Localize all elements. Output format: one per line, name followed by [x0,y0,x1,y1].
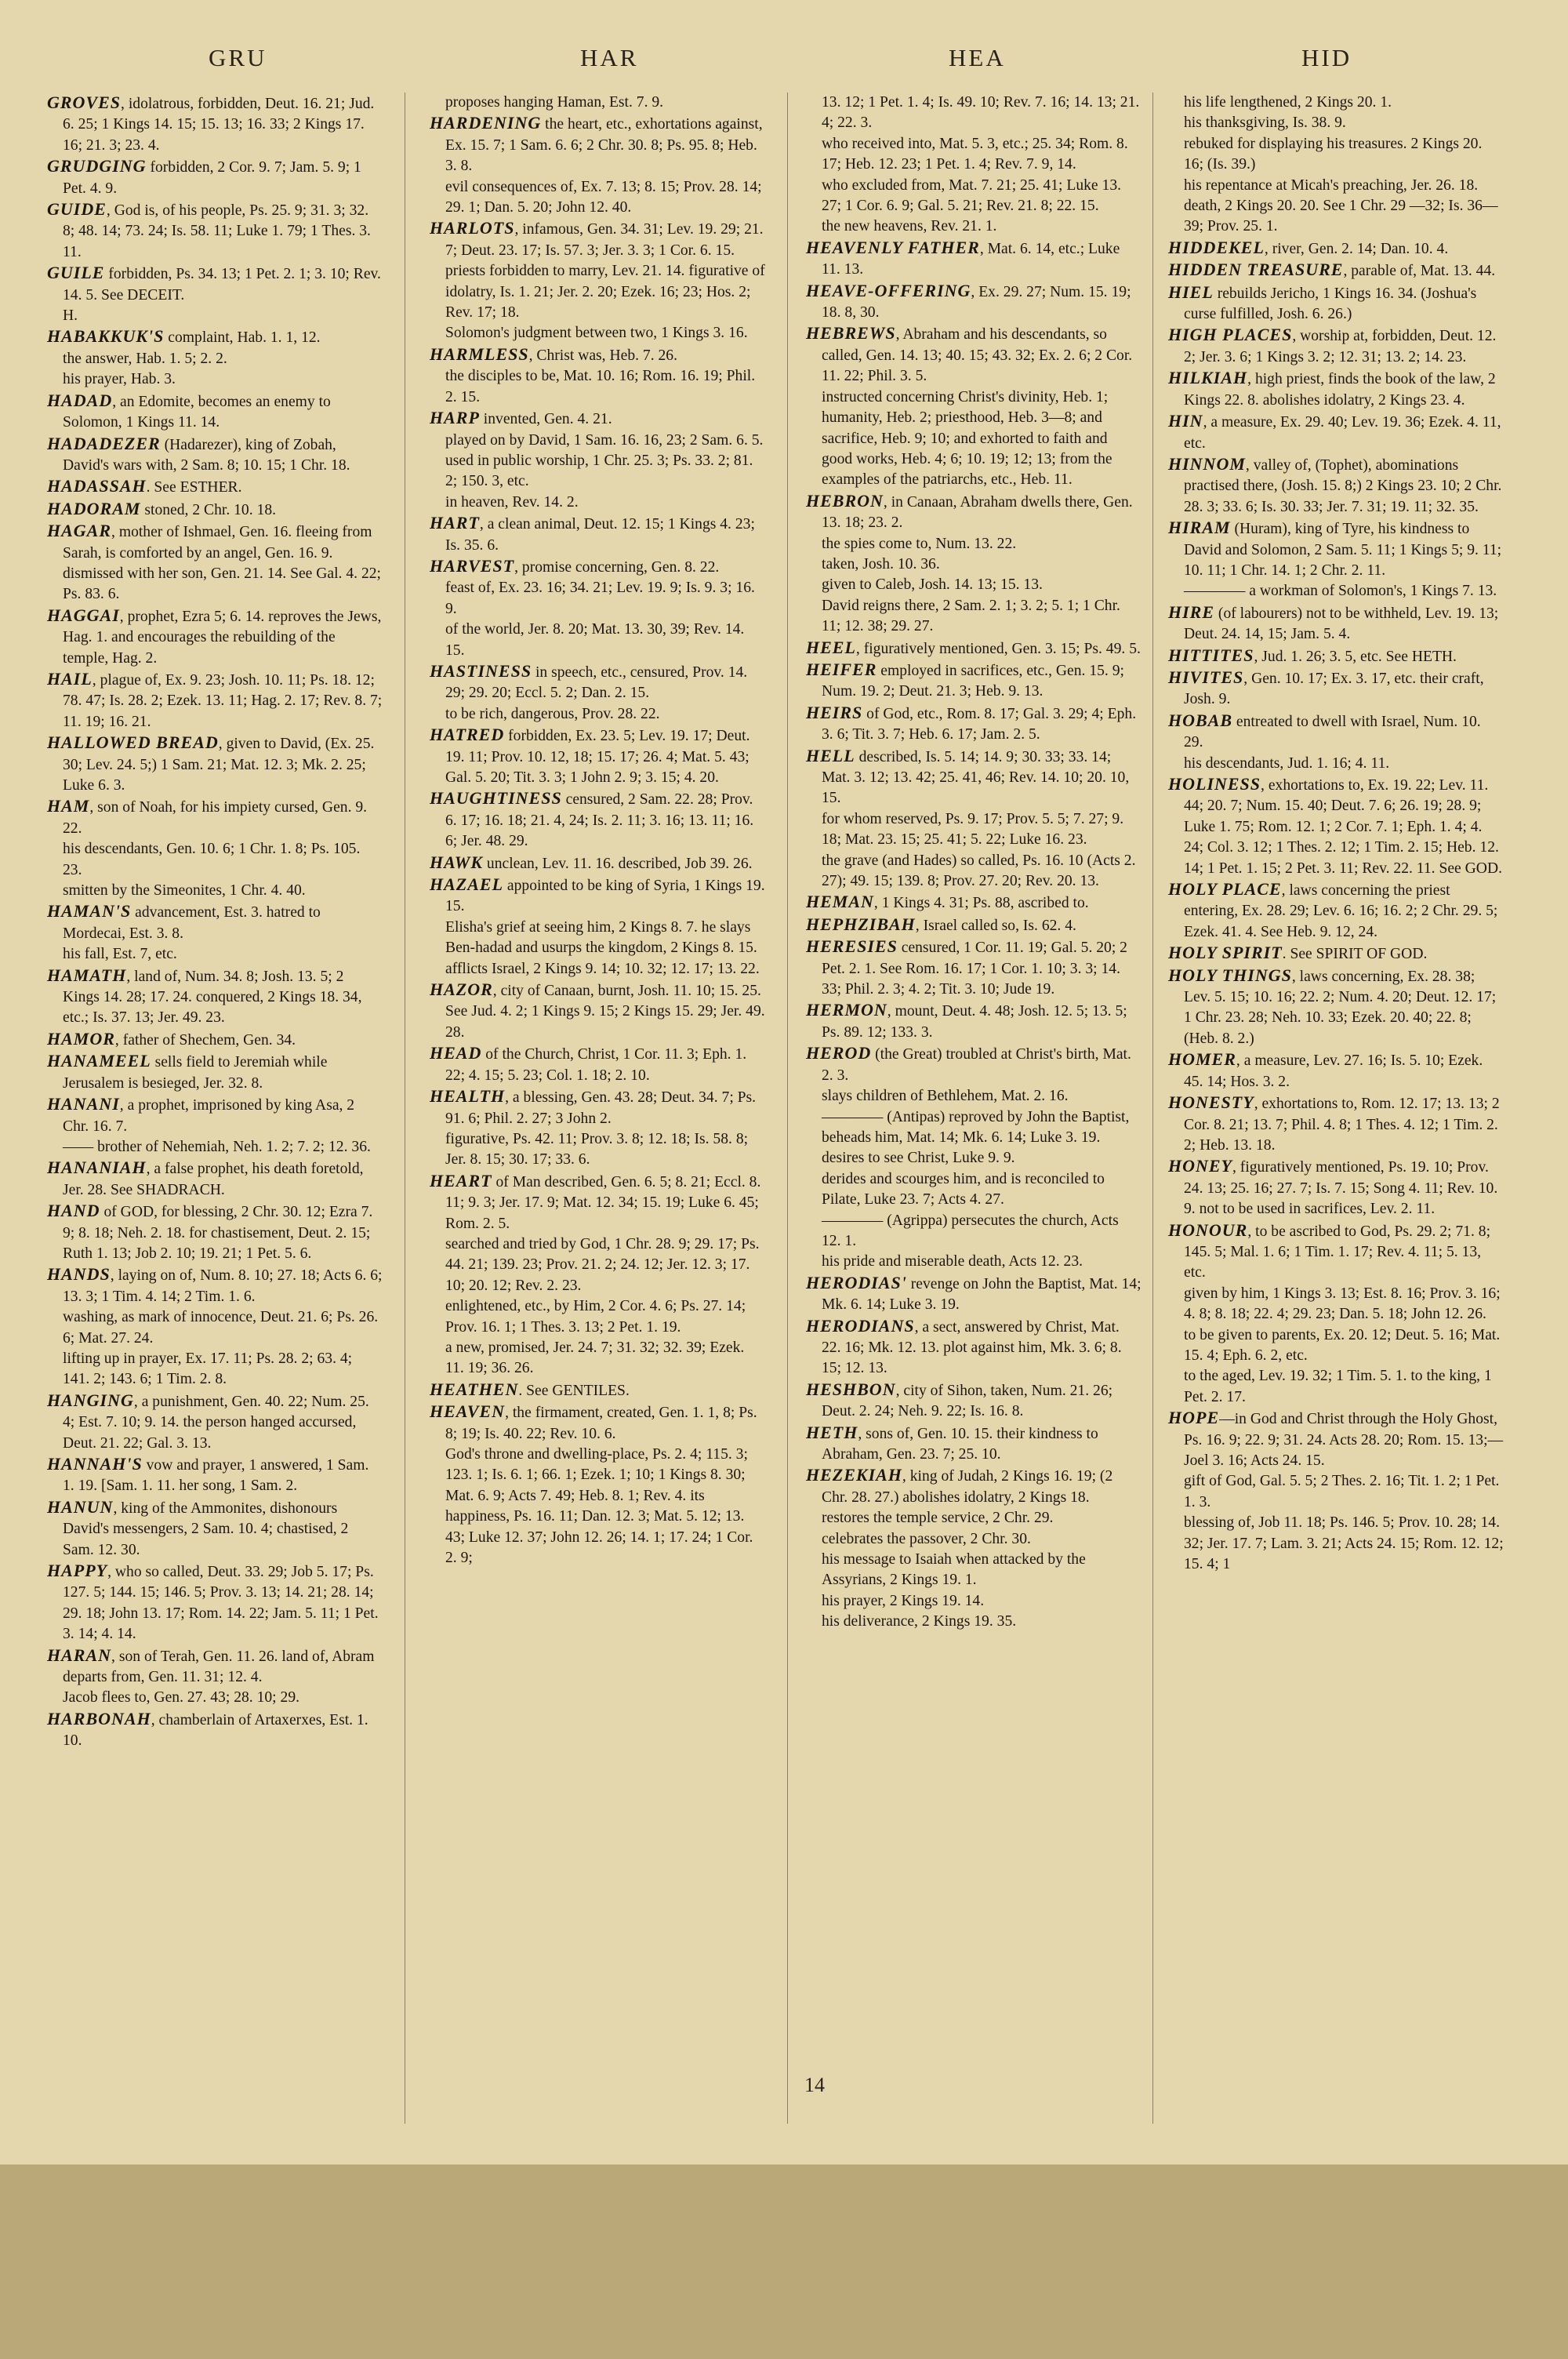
guide-word-hea: HEA [949,44,1006,71]
headword: HERODIANS [806,1315,915,1336]
column-1 [47,93,383,1752]
headword: HAPPY [47,1561,108,1581]
entry-2-29: HEART of Man described, Gen. 6. 5; 8. 21; Eccl. 8. 11; 9. 3; Jer. 17. 9; Mat. 12. 34; 15. 19; Luke 6. 45; Rom. 2. 5. [430,1170,761,1232]
headword: GUILE [47,263,105,283]
headword: HILKIAH [1168,368,1248,388]
entry-4-22: HOLY SPIRIT. See SPIRIT OF GOD. [1168,943,1428,963]
entry-3-11: taken, Josh. 10. 36. [822,555,940,572]
headword: HOBAB [1168,710,1233,730]
entry-1-4: GUILE forbidden, Ps. 34. 13; 1 Pet. 2. 1; 3. 10; Rev. 14. 5. See DECEIT. [47,263,381,304]
headword: HEAD [430,1043,482,1063]
entry-4-31: HOPE—in God and Christ through the Holy Ghost, Ps. 16. 9; 22. 9; 31. 24. Acts 28. 20; Rom. 15. 13;—Joel 3. 16; Acts 24. 15. [1168,1408,1504,1469]
entry-2-1: proposes hanging Haman, Est. 7. 9. [445,94,664,111]
entry-1-31: washing, as mark of innocence, Deut. 21. 6; Ps. 26. 6; Mat. 27. 24. [63,1309,379,1347]
headword: HOLY SPIRIT [1168,943,1283,963]
entry-1-29: HAND of GOD, for blessing, 2 Chr. 30. 12; Ezra 7. 9; 8. 18; Neh. 2. 18. for chastisement, Deut. 2. 15; Ruth 1. 13; Job 2. 10; 19. 21; 1 Pet. 5. 6. [47,1201,373,1262]
entry-2-15: feast of, Ex. 23. 16; 34. 21; Lev. 19. 9; Is. 9. 3; 16. 9. [445,580,755,617]
entry-4-15: HIRE (of labourers) not to be withheld, Lev. 19. 13; Deut. 24. 14, 15; Jam. 5. 4. [1168,602,1499,643]
entry-3-24: HEROD (the Great) troubled at Christ's birth, Mat. 2. 3. [806,1043,1131,1084]
headword: HESHBON [806,1379,896,1399]
entry-2-14: HARVEST, promise concerning, Gen. 8. 22. [430,555,720,576]
headword: HEAVEN [430,1401,506,1422]
entry-3-25: slays children of Bethlehem, Mat. 2. 16. [822,1088,1069,1105]
entry-4-29: to be given to parents, Ex. 20. 12; Deut. 5. 16; Mat. 15. 4; Eph. 6. 2, etc. [1184,1326,1501,1364]
headword: HEALTH [430,1086,506,1107]
entry-3-27: desires to see Christ, Luke 9. 9. [822,1150,1015,1167]
entry-4-9: HIGH PLACES, worship at, forbidden, Deut. 12. 2; Jer. 3. 6; 1 Kings 3. 2; 12. 31; 13. 2; 14. 23. [1168,325,1497,365]
entry-3-4: the new heavens, Rev. 21. 1. [822,218,997,235]
headword: HETH [806,1422,858,1442]
entry-2-30: searched and tried by God, 1 Chr. 28. 9; 29. 17; Ps. 44. 21; 139. 23; Prov. 21. 2; 24. 12; Jer. 12. 3; 17. 10; 20. 12; Rev. 2. 23. [445,1235,760,1294]
entry-4-14: ———— a workman of Solomon's, 1 Kings 7. 13. [1184,583,1497,600]
entry-3-2: who received into, Mat. 5. 3, etc.; 25. 34; Rom. 8. 17; Heb. 12. 23; 1 Pet. 1. 4; Rev. 7. 9, 14. [822,135,1128,173]
headword: GROVES [47,93,122,112]
headword: HIDDEN TREASURE [1168,260,1344,280]
column-divider [1152,93,1153,2124]
entry-3-39: his prayer, 2 Kings 19. 14. [822,1592,985,1609]
entry-1-23: HAMATH, land of, Num. 34. 8; Josh. 13. 5; 2 Kings 14. 28; 17. 24. conquered, 2 Kings 18. 34, etc.; Is. 37. 13; Jer. 49. 23. [47,965,362,1027]
entry-4-7: HIDDEN TREASURE, parable of, Mat. 13. 44. [1168,260,1496,280]
headword: HIEL [1168,282,1214,302]
guide-word-har: HAR [580,44,639,71]
headword: HEAVE-OFFERING [806,280,971,300]
headword: HALLOWED BREAD [47,732,219,753]
headword: HELL [806,745,855,765]
entry-4-33: blessing of, Job 11. 18; Ps. 146. 5; Prov. 10. 28; 14. 32; Jer. 17. 7; Lam. 3. 21; Acts 24. 15; Rom. 12. 12; 15. 4; 1 [1184,1514,1504,1573]
entry-4-12: HINNOM, valley of, (Tophet), abominations practised there, (Josh. 15. 8;) 2 Kings 23. 10; 2 Chr. 28. 3; 33. 6; Is. 30. 33; Jer. 7. 31; 19. 11; 32. 35. [1168,453,1502,515]
entry-3-18: for whom reserved, Ps. 9. 17; Prov. 5. 5; 7. 27; 9. 18; Mat. 23. 15; 25. 41; 5. 22; Luke 16. 23. [822,810,1124,849]
headword: GRUDGING [47,156,147,176]
entry-1-28: HANANIAH, a false prophet, his death foretold, Jer. 28. See SHADRACH. [47,1158,364,1198]
entry-1-9: HADAD, an Edomite, becomes an enemy to Solomon, 1 Kings 11. 14. [47,390,331,431]
entry-1-25: HANAMEEL sells field to Jeremiah while Jerusalem is besieged, Jer. 32. 8. [47,1051,328,1092]
entry-3-31: HERODIAS' revenge on John the Baptist, Mat. 14; Mk. 6. 14; Luke 3. 19. [806,1272,1142,1314]
entry-1-30: HANDS, laying on of, Num. 8. 10; 27. 18; Acts 6. 6; 13. 3; 1 Tim. 4. 14; 2 Tim. 1. 6. [47,1264,383,1305]
entry-3-22: HERESIES censured, 1 Cor. 11. 19; Gal. 5. 20; 2 Pet. 2. 1. See Rom. 16. 17; 1 Cor. 1. 10; 3. 3; 14. 33; Phil. 2. 3; 4. 2; Tit. 3. 10; Jude 19. [806,936,1127,998]
entry-1-8: his prayer, Hab. 3. [63,371,176,388]
entry-2-28: figurative, Ps. 42. 11; Prov. 3. 8; 12. 18; Is. 58. 8; Jer. 8. 15; 30. 17; 33. 6. [445,1130,749,1169]
entry-4-16: HITTITES, Jud. 1. 26; 3. 5, etc. See HETH. [1168,645,1457,665]
headword: HANANI [47,1094,120,1114]
headword: HEIFER [806,659,877,679]
headword: HAGAR [47,521,112,541]
entry-3-19: the grave (and Hades) so called, Ps. 16. 10 (Acts 2. 27); 49. 15; 139. 8; Prov. 27. 20; Rev. 20. 13. [822,852,1136,890]
headword: HARVEST [430,555,515,576]
entry-4-27: HONOUR, to be ascribed to God, Ps. 29. 2; 71. 8; 145. 5; Mal. 1. 6; 1 Tim. 1. 17; Rev. 4. 11; 5. 13, etc. [1168,1219,1491,1281]
entry-4-28: given by him, 1 Kings 3. 13; Est. 8. 16; Prov. 3. 16; 4. 8; 8. 18; 22. 4; 29. 23; Dan. 5. 18; John 12. 26. [1184,1285,1501,1323]
entry-2-24: afflicts Israel, 2 Kings 9. 14; 10. 32; 12. 17; 13. 22. [445,960,760,977]
entry-1-13: HAGAR, mother of Ishmael, Gen. 16. fleeing from Sarah, is comforted by an angel, Gen. 16. 9. [47,521,372,562]
entry-2-8: the disciples to be, Mat. 10. 16; Rom. 16. 19; Phil. 2. 15. [445,368,756,405]
entry-3-7: HEBREWS, Abraham and his descendants, so called, Gen. 14. 13; 40. 15; 43. 32; Ex. 2. 6; 2 Cor. 11. 22; Phil. 3. 5. [806,323,1133,385]
entry-2-7: HARMLESS, Christ was, Heb. 7. 26. [430,343,678,364]
headword: HERMON [806,1000,887,1020]
entry-3-1: 13. 12; 1 Pet. 1. 4; Is. 49. 10; Rev. 7. 16; 14. 13; 21. 4; 22. 3. [822,94,1140,132]
entry-4-30: to the aged, Lev. 19. 32; 1 Tim. 5. 1. to the king, 1 Pet. 2. 17. [1184,1368,1492,1405]
entry-3-33: HESHBON, city of Sihon, taken, Num. 21. 26; Deut. 2. 24; Neh. 9. 22; Is. 16. 8. [806,1379,1113,1420]
headword: HIDDEKEL [1168,237,1265,257]
headword: HANAMEEL [47,1051,151,1071]
entry-1-19: his descendants, Gen. 10. 6; 1 Chr. 1. 8; Ps. 105. 23. [63,841,361,878]
headword: HADASSAH [47,476,147,496]
headword: HERESIES [806,936,898,957]
entry-1-14: dismissed with her son, Gen. 21. 14. See Gal. 4. 22; Ps. 83. 6. [63,565,381,603]
headword: HAZAEL [430,874,504,895]
entry-1-7: the answer, Hab. 1. 5; 2. 2. [63,350,227,367]
entry-4-19: his descendants, Jud. 1. 16; 4. 11. [1184,754,1390,772]
entry-1-5: H. [63,307,78,325]
entry-4-10: HILKIAH, high priest, finds the book of the law, 2 Kings 22. 8. abolishes idolatry, 2 Kings 23. 4. [1168,368,1496,409]
entry-2-18: to be rich, dangerous, Prov. 28. 22. [445,705,660,722]
headword: HANUN [47,1496,114,1517]
headword: GUIDE [47,199,107,220]
entry-4-32: gift of God, Gal. 5. 5; 2 Thes. 2. 16; Tit. 1. 2; 1 Pet. 1. 3. [1184,1473,1500,1510]
entry-2-34: HEAVEN, the firmament, created, Gen. 1. 1, 8; Ps. 8; 19; Is. 40. 22; Rev. 10. 6. [430,1401,757,1442]
entry-2-17: HASTINESS in speech, etc., censured, Prov. 14. 29; 29. 20; Eccl. 5. 2; Dan. 2. 15. [430,660,748,702]
entry-2-31: enlightened, etc., by Him, 2 Cor. 4. 6; Ps. 27. 14; Prov. 16. 1; 1 Thes. 3. 13; 2 Pet. 1. 19. [445,1298,746,1336]
entry-2-5: priests forbidden to marry, Lev. 21. 14. figurative of idolatry, Is. 1. 21; Jer. 2. 20; Ezek. 16; 23; Hos. 2; Rev. 17; 18. [445,263,765,322]
entry-1-16: HAIL, plague of, Ex. 9. 23; Josh. 10. 11; Ps. 18. 12; 78. 47; Is. 28. 2; Ezek. 13. 11; Hag. 2. 17; Rev. 8. 7; 11. 19; 16. 21. [47,668,383,730]
entry-2-33: HEATHEN. See GENTILES. [430,1379,630,1399]
guide-word-hid: HID [1301,44,1352,71]
headword: HEROD [806,1043,872,1063]
entry-1-33: HANGING, a punishment, Gen. 40. 22; Num. 25. 4; Est. 7. 10; 9. 14. the person hanged accursed, Deut. 21. 22; Gal. 3. 13. [47,1390,369,1452]
headword: HOLY PLACE [1168,879,1282,900]
entry-3-29: ———— (Agrippa) persecutes the church, Acts 12. 1. [822,1212,1119,1249]
entry-3-36: restores the temple service, 2 Chr. 29. [822,1510,1054,1527]
entry-2-11: used in public worship, 1 Chr. 25. 3; Ps. 33. 2; 81. 2; 150. 3, etc. [445,452,753,490]
page-edge-shadow [0,2165,1568,2359]
entry-4-8: HIEL rebuilds Jericho, 1 Kings 16. 34. (Joshua's curse fulfilled, Josh. 6. 26.) [1168,282,1477,323]
headword: HANDS [47,1264,111,1285]
entry-3-6: HEAVE-OFFERING, Ex. 29. 27; Num. 15. 19; 18. 8, 30. [806,280,1131,322]
entry-4-6: HIDDEKEL, river, Gen. 2. 14; Dan. 10. 4. [1168,237,1449,257]
entry-3-13: David reigns there, 2 Sam. 2. 1; 3. 2; 5. 1; 1 Chr. 11; 12. 38; 29. 27. [822,597,1120,635]
headword: HOPE [1168,1408,1220,1428]
entry-4-3: rebuked for displaying his treasures. 2 Kings 20. 16; (Is. 39.) [1184,135,1483,173]
entry-4-5: death, 2 Kings 20. 20. See 1 Chr. 29 —32; Is. 36—39; Prov. 25. 1. [1184,198,1498,235]
headword: HABAKKUK'S [47,326,165,347]
entry-3-32: HERODIANS, a sect, answered by Christ, Mat. 22. 16; Mk. 12. 13. plot against him, Mk. 3. 6; 8. 15; 12. 13. [806,1315,1122,1377]
headword: HEIRS [806,702,863,722]
headword: HARAN [47,1645,112,1665]
headword: HEZEKIAH [806,1465,902,1485]
headword: HAGGAI [47,605,120,625]
entry-4-18: HOBAB entreated to dwell with Israel, Num. 10. 29. [1168,710,1481,751]
column-divider [787,93,788,2124]
entry-1-22: his fall, Est. 7, etc. [63,946,177,963]
entry-3-10: the spies come to, Num. 13. 22. [822,535,1017,552]
entry-1-38: Jacob flees to, Gen. 27. 43; 28. 10; 29. [63,1689,300,1707]
headword: HITTITES [1168,645,1254,665]
headword: HARBONAH [47,1708,151,1728]
headword: HADORAM [47,498,141,518]
entry-2-27: HEALTH, a blessing, Gen. 43. 28; Deut. 34. 7; Ps. 91. 6; Phil. 2. 27; 3 John 2. [430,1086,757,1127]
entry-1-2: GRUDGING forbidden, 2 Cor. 9. 7; Jam. 5. 9; 1 Pet. 4. 9. [47,156,361,197]
entry-1-26: HANANI, a prophet, imprisoned by king Asa, 2 Chr. 16. 7. [47,1094,355,1135]
headword: HEAVENLY FATHER [806,237,980,257]
entry-3-21: HEPHZIBAH, Israel called so, Is. 62. 4. [806,914,1076,934]
headword: HAMAN'S [47,901,132,921]
entry-3-28: derides and scourges him, and is reconciled to Pilate, Luke 23. 7; Acts 4. 27. [822,1170,1105,1209]
entry-2-19: HATRED forbidden, Ex. 23. 5; Lev. 19. 17; Deut. 19. 11; Prov. 10. 12, 18; 15. 17; 26. 4; Mat. 5. 43; Gal. 5. 20; Tit. 3. 3; 1 John 2. 9; 3. 15; 4. 20. [430,725,750,786]
headword: HONEY [1168,1156,1232,1176]
headword: HAMATH [47,965,127,985]
entry-3-40: his deliverance, 2 Kings 19. 35. [822,1613,1017,1630]
entry-1-10: HADADEZER (Hadarezer), king of Zobah, David's wars with, 2 Sam. 8; 10. 15; 1 Chr. 18. [47,433,350,474]
entry-4-24: HOMER, a measure, Lev. 27. 16; Is. 5. 10; Ezek. 45. 14; Hos. 3. 2. [1168,1049,1483,1090]
headword: HARP [430,408,480,428]
headword: HIRAM [1168,518,1231,538]
entry-3-12: given to Caleb, Josh. 14. 13; 15. 13. [822,576,1043,594]
headword: HAND [47,1201,100,1221]
headword: HIRE [1168,602,1215,622]
headword: HARMLESS [430,343,529,364]
headword: HATRED [430,725,505,745]
entry-2-25: HAZOR, city of Canaan, burnt, Josh. 11. 10; 15. 25. See Jud. 4. 2; 1 Kings 9. 15; 2 Kings 15. 29; Jer. 49. 28. [430,980,765,1041]
entry-2-10: played on by David, 1 Sam. 16. 16, 23; 2 Sam. 6. 5. [445,431,764,449]
entry-1-37: HARAN, son of Terah, Gen. 11. 26. land of, Abram departs from, Gen. 11. 31; 12. 4. [47,1645,375,1686]
headword: HAM [47,796,90,816]
headword: HINNOM [1168,453,1246,474]
headword: HART [430,513,480,533]
headword: HASTINESS [430,660,532,681]
entry-3-30: his pride and miserable death, Acts 12. 23. [822,1253,1083,1270]
entry-3-38: his message to Isaiah when attacked by the Assyrians, 2 Kings 19. 1. [822,1551,1086,1589]
entry-2-3: evil consequences of, Ex. 7. 13; 8. 15; Prov. 28. 14; 29. 1; Dan. 5. 20; John 12. 40. [445,178,762,216]
headword: HAZOR [430,980,493,1000]
headword: HARDENING [430,113,542,133]
entry-2-20: HAUGHTINESS censured, 2 Sam. 22. 28; Prov. 6. 17; 16. 18; 21. 4, 24; Is. 2. 11; 3. 16; 13. 11; 16. 6; Jer. 48. 29. [430,788,754,850]
entry-2-22: HAZAEL appointed to be king of Syria, 1 Kings 19. 15. [430,874,765,915]
entry-4-13: HIRAM (Huram), king of Tyre, his kindness to David and Solomon, 2 Sam. 5. 11; 1 Kings 5; 9. 11; 10. 11; 1 Chr. 14. 1; 2 Chr. 2. 11. [1168,518,1502,579]
entry-2-23: Elisha's grief at seeing him, 2 Kings 8. 7. he slays Ben-hadad and usurps the kingdom, 2 Kings 8. 15. [445,918,757,957]
headword: HEMAN [806,892,874,912]
entry-2-12: in heaven, Rev. 14. 2. [445,493,579,511]
column-4 [1168,93,1504,1575]
entry-2-4: HARLOTS, infamous, Gen. 34. 31; Lev. 19. 29; 21. 7; Deut. 23. 17; Is. 57. 3; Jer. 3. 3; 1 Cor. 6. 15. [430,218,764,259]
entry-1-21: HAMAN'S advancement, Est. 3. hatred to Mordecai, Est. 3. 8. [47,901,321,942]
entry-4-20: HOLINESS, exhortations to, Ex. 19. 22; Lev. 11. 44; 20. 7; Num. 15. 40; Deut. 7. 6; 26. 19; 28. 9; Luke 1. 75; Rom. 12. 1; 2 Cor. 7. 1; Eph. 1. 4; 4. 24; Col. 3. 12; 1 Thes. 2. 12; 1 Tim. 2. 15; Heb. 12. 14; 1 Pet. 1. 15; 2 Pet. 3. 11; Rev. 22. 11. See GOD. [1168,774,1503,877]
entry-4-21: HOLY PLACE, laws concerning the priest entering, Ex. 28. 29; Lev. 6. 16; 16. 2; 2 Chr. 29. 5; Ezek. 41. 4. See Heb. 9. 12, 24. [1168,879,1498,940]
entry-1-11: HADASSAH. See ESTHER. [47,476,242,496]
entry-1-35: HANUN, king of the Ammonites, dishonours David's messengers, 2 Sam. 10. 4; chastised, 2 Sam. 12. 30. [47,1496,349,1558]
column-2 [430,93,765,1568]
headword: HIN [1168,411,1203,431]
entry-2-21: HAWK unclean, Lev. 11. 16. described, Job 39. 26. [430,852,753,872]
headword: HADADEZER [47,433,161,453]
entry-1-24: HAMOR, father of Shechem, Gen. 34. [47,1028,296,1049]
entry-2-6: Solomon's judgment between two, 1 Kings 3. 16. [445,325,748,342]
entry-4-2: his thanksgiving, Is. 38. 9. [1184,114,1346,132]
entry-1-32: lifting up in prayer, Ex. 17. 11; Ps. 28. 2; 63. 4; 141. 2; 143. 6; 1 Tim. 2. 8. [63,1350,353,1388]
headword: HAMOR [47,1028,115,1049]
entry-1-39: HARBONAH, chamberlain of Artaxerxes, Est. 1. 10. [47,1708,368,1750]
entry-3-14: HEEL, figuratively mentioned, Gen. 3. 15; Ps. 49. 5. [806,637,1141,657]
entry-4-26: HONEY, figuratively mentioned, Ps. 19. 10; Prov. 24. 13; 25. 16; 27. 7; Is. 7. 15; Song 4. 11; Rev. 10. 9. not to be used in sacrifices, Lev. 2. 11. [1168,1156,1498,1218]
headword: HAWK [430,852,484,872]
entry-1-15: HAGGAI, prophet, Ezra 5; 6. 14. reproves the Jews, Hag. 1. and encourages the rebuilding of the temple, Hag. 2. [47,605,382,667]
headword: HANNAH'S [47,1454,143,1474]
entry-3-23: HERMON, mount, Deut. 4. 48; Josh. 12. 5; 13. 5; Ps. 89. 12; 133. 3. [806,1000,1127,1041]
headword: HEPHZIBAH [806,914,916,934]
entry-4-23: HOLY THINGS, laws concerning, Ex. 28. 38; Lev. 5. 15; 10. 16; 22. 2; Num. 4. 20; Deut. 12. 17; 1 Chr. 23. 28; Neh. 10. 33; Ezek. 20. 40; 22. 8; (Heb. 8. 2.) [1168,965,1497,1047]
entry-1-27: —— brother of Nehemiah, Neh. 1. 2; 7. 2; 12. 36. [63,1138,371,1155]
headword: HARLOTS [430,218,515,238]
entry-3-15: HEIFER employed in sacrifices, etc., Gen. 15. 9; Num. 19. 2; Deut. 21. 3; Heb. 9. 13. [806,659,1124,700]
page-number: 14 [804,2074,825,2096]
entry-3-37: celebrates the passover, 2 Chr. 30. [822,1530,1031,1547]
entry-3-17: HELL described, Is. 5. 14; 14. 9; 30. 33; 33. 14; Mat. 3. 12; 13. 42; 25. 41, 46; Rev. 14. 10; 20. 10, 15. [806,745,1130,807]
entry-4-1: his life lengthened, 2 Kings 20. 1. [1184,94,1392,111]
headword: HADAD [47,390,113,410]
headword: HOLINESS [1168,774,1261,794]
entry-1-20: smitten by the Simeonites, 1 Chr. 4. 40. [63,882,306,900]
entry-1-1: GROVES, idolatrous, forbidden, Deut. 16. 21; Jud. 6. 25; 1 Kings 14. 15; 15. 13; 16. 33; 2 Kings 17. 16; 21. 3; 23. 4. [47,93,375,154]
entry-2-16: of the world, Jer. 8. 20; Mat. 13. 30, 39; Rev. 14. 15. [445,621,745,659]
entry-3-9: HEBRON, in Canaan, Abraham dwells there, Gen. 13. 18; 23. 2. [806,490,1133,532]
headword: HEBREWS [806,323,896,343]
headword: HEATHEN [430,1379,519,1399]
column-3 [806,93,1142,1633]
headword: HAIL [47,668,93,689]
entry-1-17: HALLOWED BREAD, given to David, (Ex. 25. 30; Lev. 24. 5;) 1 Sam. 21; Mat. 12. 3; Mk. 2. 25; Luke 6. 3. [47,732,375,794]
headword: HOMER [1168,1049,1236,1070]
entry-1-34: HANNAH'S vow and prayer, 1 answered, 1 Sam. 1. 19. [Sam. 1. 11. her song, 1 Sam. 2. [47,1454,369,1495]
headword: HONESTY [1168,1092,1254,1113]
entry-3-3: who excluded from, Mat. 7. 21; 25. 41; Luke 13. 27; 1 Cor. 6. 9; Gal. 5. 21; Rev. 21. 8; 22. 15. [822,176,1122,215]
entry-3-5: HEAVENLY FATHER, Mat. 6. 14, etc.; Luke 11. 13. [806,237,1120,278]
entry-4-11: HIN, a measure, Ex. 29. 40; Lev. 19. 36; Ezek. 4. 11, etc. [1168,411,1501,452]
guide-word-gru: GRU [209,44,267,71]
headword: HIVITES [1168,667,1244,687]
entry-4-25: HONESTY, exhortations to, Rom. 12. 17; 13. 13; 2 Cor. 8. 21; 13. 7; Phil. 4. 8; 1 Thes. 4. 12; 1 Tim. 2. 2; Heb. 13. 18. [1168,1092,1500,1154]
entry-2-13: HART, a clean animal, Deut. 12. 15; 1 Kings 4. 23; Is. 35. 6. [430,513,755,554]
headword: HEEL [806,637,856,657]
entry-2-32: a new, promised, Jer. 24. 7; 31. 32; 32. 39; Ezek. 11. 19; 36. 26. [445,1339,745,1377]
entry-3-34: HETH, sons of, Gen. 10. 15. their kindness to Abraham, Gen. 23. 7; 25. 10. [806,1422,1098,1463]
entry-2-9: HARP invented, Gen. 4. 21. [430,408,612,428]
headword: HOLY THINGS [1168,965,1292,985]
entry-3-8: instructed concerning Christ's divinity, Heb. 1; humanity, Heb. 2; priesthood, Heb. 3—8; and sacrifice, Heb. 9; 10; and exhorted to faith and good works, Heb. 4; 6; 10. 19; 12; 13; from the examples of the patriarchs, etc., Heb. 11. [822,388,1112,489]
entry-4-4: his repentance at Micah's preaching, Jer. 26. 18. [1184,176,1479,194]
headword: HEBRON [806,490,884,511]
entry-1-12: HADORAM stoned, 2 Chr. 10. 18. [47,498,277,518]
entry-3-35: HEZEKIAH, king of Judah, 2 Kings 16. 19; (2 Chr. 28. 27.) abolishes idolatry, 2 Kings 18. [806,1465,1113,1506]
entry-1-3: GUIDE, God is, of his people, Ps. 25. 9; 31. 3; 32. 8; 48. 14; 73. 24; Is. 58. 11; Luke 1. 79; 1 Thes. 3. 11. [47,199,371,260]
headword: HEART [430,1170,492,1190]
headword: HANANIAH [47,1158,147,1178]
entry-1-36: HAPPY, who so called, Deut. 33. 29; Job 5. 17; Ps. 127. 5; 144. 15; 146. 5; Prov. 3. 13; 14. 21; 28. 14; 29. 18; John 13. 17; Rom. 14. 22; Jam. 5. 11; 1 Pet. 3. 14; 4. 14. [47,1561,379,1643]
entry-2-35: God's throne and dwelling-place, Ps. 2. 4; 115. 3; 123. 1; Is. 6. 1; 66. 1; Ezek. 1; 10; 1 Kings 8. 30; Mat. 6. 9; Acts 7. 49; Heb. 8. 1; Rev. 4. its happiness, Ps. 16. 11; Dan. 12. 3; Mat. 5. 12; 13. 43; Luke 12. 37; John 12. 26; 14. 1; 17. 24; 1 Cor. 2. 9; [445,1446,753,1567]
entry-3-16: HEIRS of God, etc., Rom. 8. 17; Gal. 3. 29; 4; Eph. 3. 6; Tit. 3. 7; Heb. 6. 17; Jam. 2. 5. [806,702,1137,743]
headword: HIGH PLACES [1168,325,1293,345]
headword: HANGING [47,1390,134,1410]
entry-2-2: HARDENING the heart, etc., exhortations against, Ex. 15. 7; 1 Sam. 6. 6; 2 Chr. 30. 8; Ps. 95. 8; Heb. 3. 8. [430,113,763,175]
entry-4-17: HIVITES, Gen. 10. 17; Ex. 3. 17, etc. their craft, Josh. 9. [1168,667,1484,708]
headword: HONOUR [1168,1219,1248,1240]
entry-3-20: HEMAN, 1 Kings 4. 31; Ps. 88, ascribed to. [806,892,1089,912]
entry-3-26: ———— (Antipas) reproved by John the Baptist, beheads him, Mat. 14; Mk. 6. 14; Luke 3. 19. [822,1108,1130,1146]
entry-1-6: HABAKKUK'S complaint, Hab. 1. 1, 12. [47,326,321,347]
entry-2-26: HEAD of the Church, Christ, 1 Cor. 11. 3; Eph. 1. 22; 4. 15; 5. 23; Col. 1. 18; 2. 10. [430,1043,747,1084]
entry-1-18: HAM, son of Noah, for his impiety cursed, Gen. 9. 22. [47,796,368,837]
headword: HAUGHTINESS [430,788,562,809]
headword: HERODIAS' [806,1272,907,1292]
